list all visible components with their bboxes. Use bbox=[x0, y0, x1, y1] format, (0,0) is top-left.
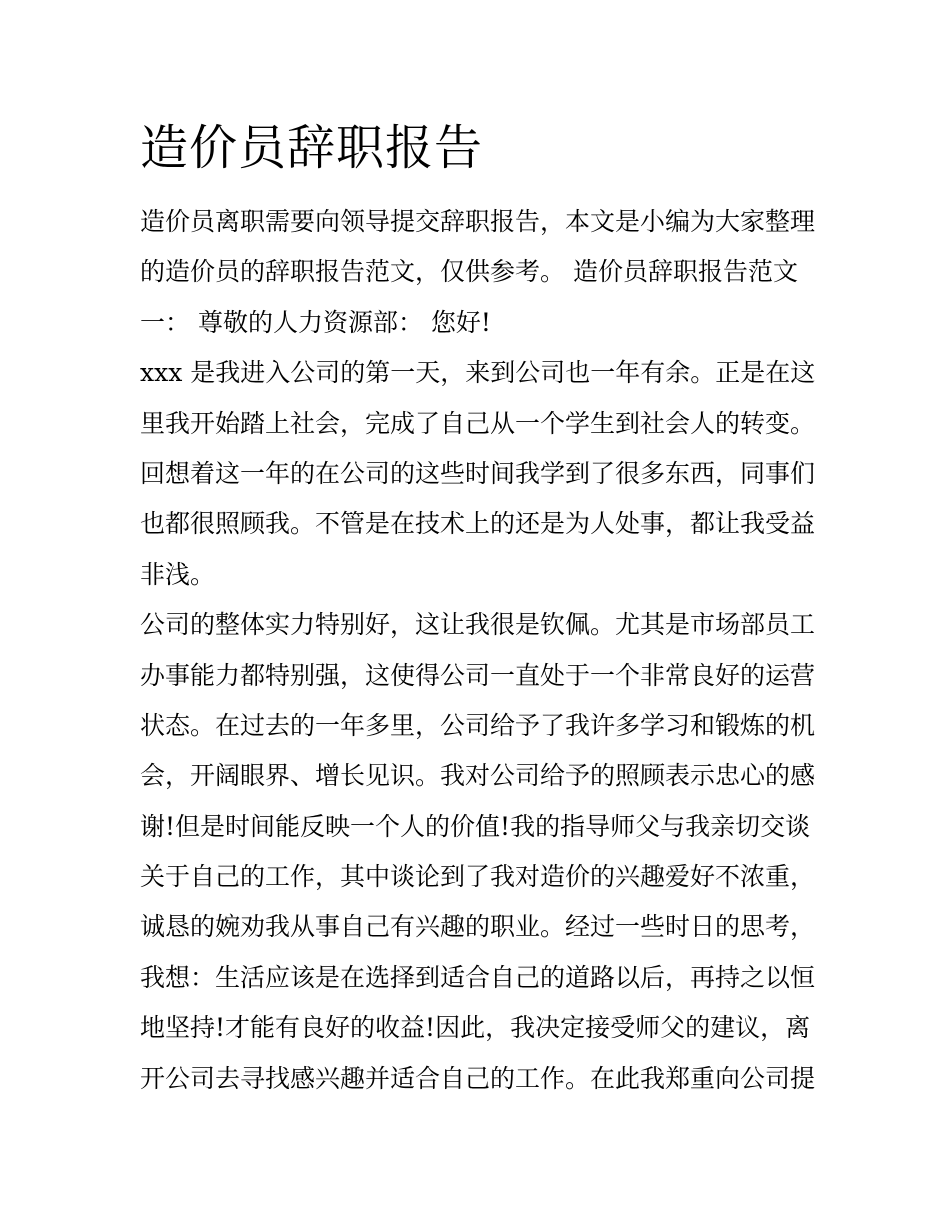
text-line: 回想着这一年的在公司的这些时间我学到了很多东西，同事们 bbox=[140, 458, 816, 488]
text-line: xxx 是我进入公司的第一天，来到公司也一年有余。正是在这 bbox=[140, 358, 816, 388]
text-line: 里我开始踏上社会，完成了自己从一个学生到社会人的转变。 bbox=[140, 408, 816, 438]
text-line: 也都很照顾我。不管是在技术上的还是为人处事，都让我受益 bbox=[140, 509, 816, 539]
text-line: 开公司去寻找感兴趣并适合自己的工作。在此我郑重向公司提 bbox=[140, 1063, 816, 1093]
text-line: 状态。在过去的一年多里，公司给予了我许多学习和锻炼的机 bbox=[140, 710, 816, 740]
text-line: 非浅。 bbox=[140, 559, 216, 589]
text-line: 地坚持!才能有良好的收益!因此，我决定接受师父的建议，离 bbox=[140, 1013, 811, 1043]
text-line: 我想：生活应该是在选择到适合自己的道路以后，再持之以恒 bbox=[140, 962, 816, 992]
text-line: 一： 尊敬的人力资源部： 您好! bbox=[140, 307, 491, 337]
document-body bbox=[140, 197, 820, 1104]
text-line: 谢!但是时间能反映一个人的价值!我的指导师父与我亲切交谈 bbox=[140, 811, 811, 841]
text-line: 会，开阔眼界、增长见识。我对公司给予的照顾表示忠心的感 bbox=[140, 761, 816, 791]
document-title: 造价员辞职报告 bbox=[140, 120, 484, 176]
text-line: 关于自己的工作，其中谈论到了我对造价的兴趣爱好不浓重， bbox=[140, 862, 816, 892]
text-line: 公司的整体实力特别好，这让我很是钦佩。尤其是市场部员工 bbox=[140, 610, 816, 640]
text-line: 的造价员的辞职报告范文，仅供参考。 造价员辞职报告范文 bbox=[140, 257, 798, 287]
text-line: 诚恳的婉劝我从事自己有兴趣的职业。经过一些时日的思考， bbox=[140, 912, 816, 942]
text-line: 办事能力都特别强，这使得公司一直处于一个非常良好的运营 bbox=[140, 660, 816, 690]
text-line: 造价员离职需要向领导提交辞职报告，本文是小编为大家整理 bbox=[140, 207, 816, 236]
